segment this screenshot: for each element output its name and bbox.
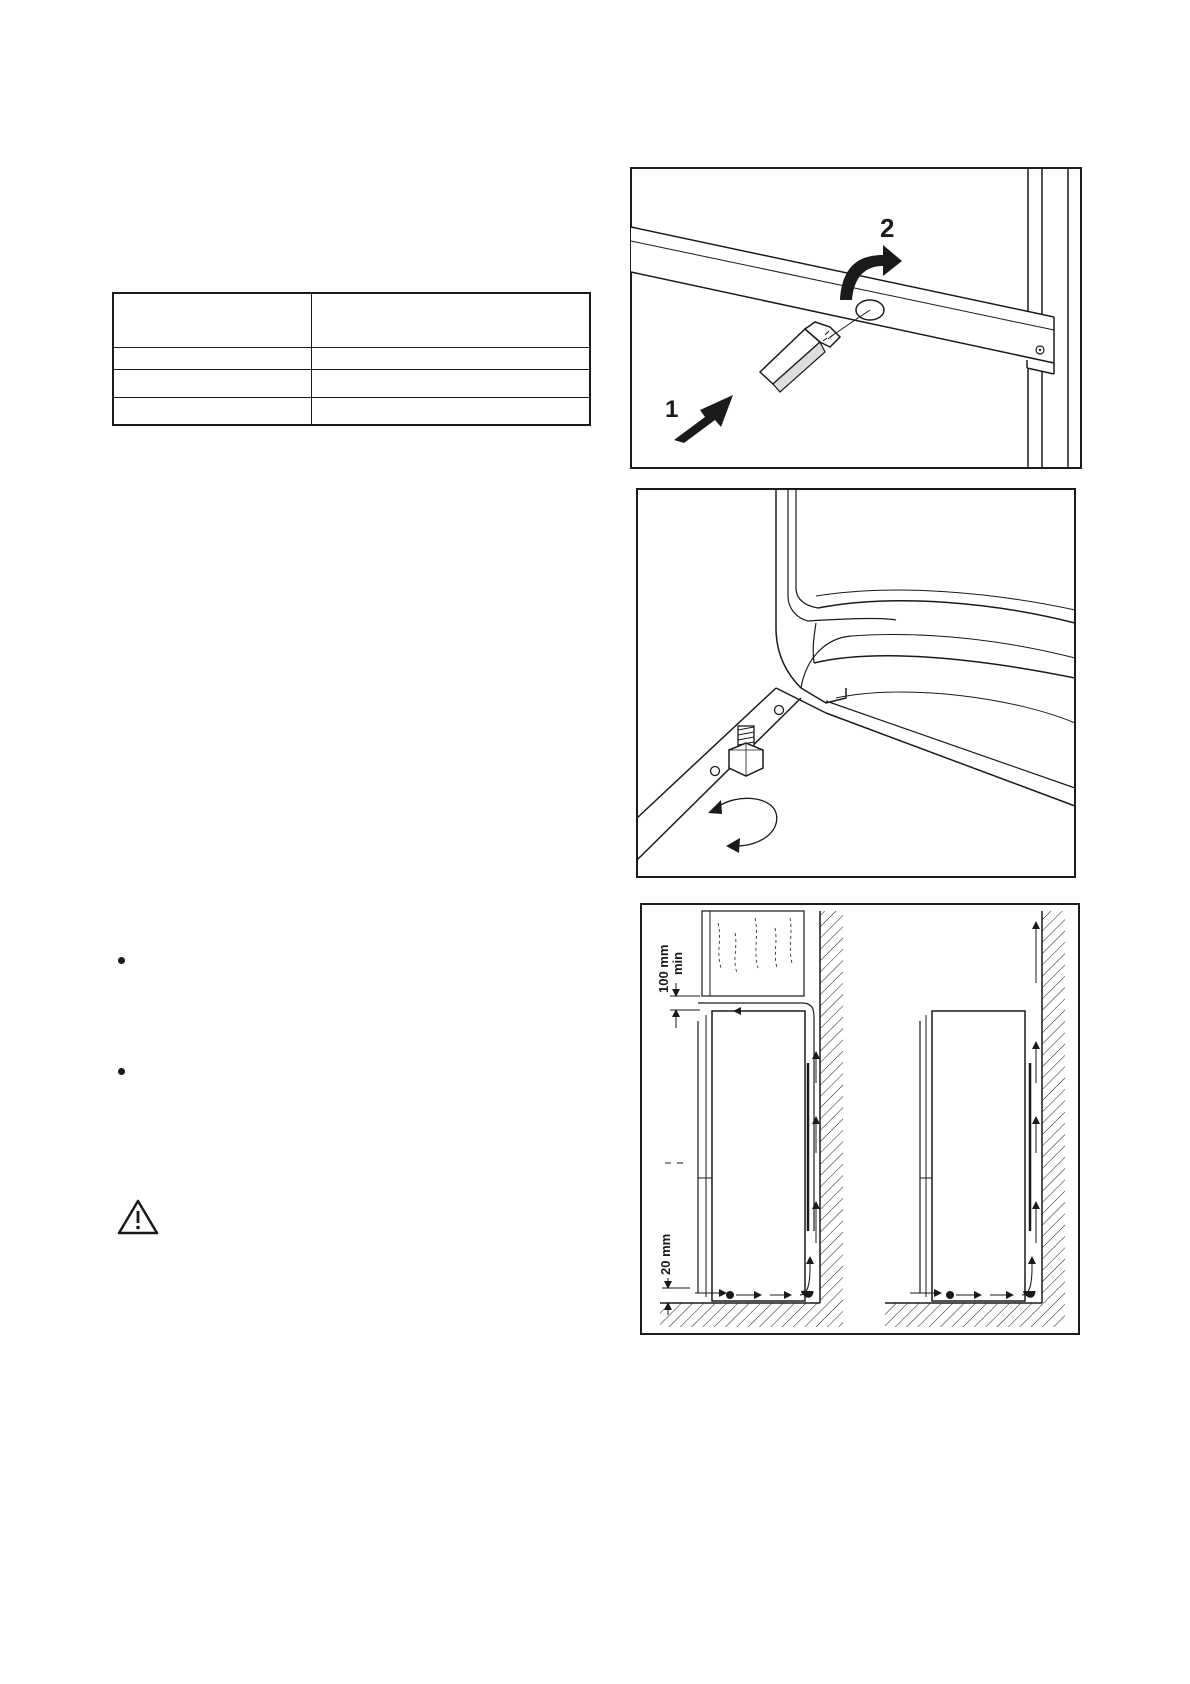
bottom-clearance-label: 20 mm — [658, 1233, 673, 1275]
figure-adjustable-foot — [636, 488, 1076, 878]
table-cell — [312, 369, 591, 397]
warning-triangle-icon — [117, 1199, 159, 1235]
spec-table — [112, 292, 591, 426]
table-cell — [312, 293, 591, 347]
step-1-label: 1 — [665, 396, 679, 423]
table-cell — [312, 347, 591, 369]
figure-ventilation-clearance — [640, 903, 1080, 1335]
table-cell — [312, 397, 591, 425]
table-row — [113, 397, 590, 425]
bullet-point — [118, 1068, 125, 1075]
table-cell — [113, 347, 312, 369]
table-row — [113, 369, 590, 397]
table-row — [113, 347, 590, 369]
top-clearance-label: 100 mm — [656, 944, 671, 993]
table-header-row — [113, 293, 590, 347]
table-cell — [113, 369, 312, 397]
top-clearance-sub: min — [670, 951, 685, 975]
figure-door-stop — [630, 167, 1082, 469]
table-cell — [113, 293, 312, 347]
bullet-point — [118, 957, 125, 964]
step-2-label: 2 — [880, 213, 895, 243]
table-cell — [113, 397, 312, 425]
